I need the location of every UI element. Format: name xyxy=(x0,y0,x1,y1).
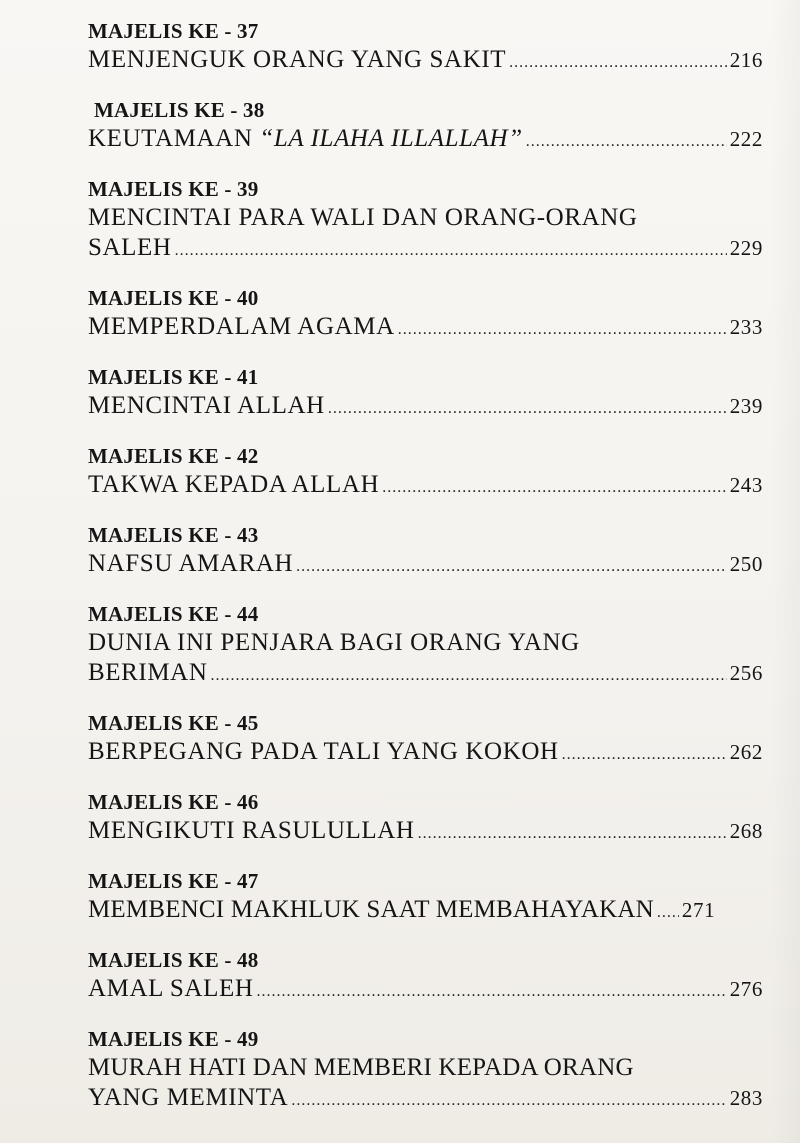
dot-leader xyxy=(291,1086,726,1116)
page-number: 268 xyxy=(729,819,763,843)
entry-heading: MAJELIS KE - 43 xyxy=(88,523,259,547)
dot-leader xyxy=(175,236,727,266)
toc-entry-39 xyxy=(88,176,763,266)
entry-title: MEMBENCI MAKHLUK SAAT MEMBAHAYAKAN xyxy=(88,896,654,923)
entry-title-line-2: YANG MEMINTA xyxy=(88,1084,289,1111)
page-edge-shadow xyxy=(770,0,800,1143)
page-number: 239 xyxy=(729,394,763,418)
entry-title-line xyxy=(88,1083,763,1116)
entry-title-line xyxy=(88,45,763,78)
entry-heading: MAJELIS KE - 49 xyxy=(88,1027,259,1051)
entry-title-line xyxy=(88,391,763,424)
entry-title-line-2: BERIMAN xyxy=(88,659,208,686)
entry-title-italic: “LA ILAHA ILLALLAH” xyxy=(259,125,523,152)
entry-heading: MAJELIS KE - 45 xyxy=(88,711,259,735)
entry-heading: MAJELIS KE - 41 xyxy=(88,365,259,389)
page-number: 283 xyxy=(729,1086,763,1110)
page-number: 276 xyxy=(729,977,763,1001)
entry-title-line-1: DUNIA INI PENJARA BAGI ORANG YANG xyxy=(88,629,580,656)
entry-title: BERPEGANG PADA TALI YANG KOKOH xyxy=(88,738,559,765)
entry-title: TAKWA KEPADA ALLAH xyxy=(88,471,380,498)
entry-heading: MAJELIS KE - 39 xyxy=(88,177,259,201)
page-number: 250 xyxy=(729,552,763,576)
entry-title: MENJENGUK ORANG YANG SAKIT xyxy=(88,46,507,73)
toc-entry-40 xyxy=(88,285,763,345)
entry-title-line xyxy=(88,628,763,658)
entry-heading: MAJELIS KE - 40 xyxy=(88,286,259,310)
entry-title-line xyxy=(88,1053,763,1083)
entry-title-prefix: KEUTAMAAN xyxy=(88,125,260,152)
toc-entry-49 xyxy=(88,1026,763,1116)
page-number: 243 xyxy=(729,473,763,497)
entry-title-line xyxy=(88,124,763,157)
entry-title: MENGIKUTI RASULULLAH xyxy=(88,817,415,844)
page-number: 222 xyxy=(729,127,763,151)
page-number: 262 xyxy=(729,740,763,764)
toc-entry-43 xyxy=(88,522,763,582)
entry-title-line xyxy=(88,312,763,345)
dot-leader xyxy=(509,48,727,78)
entry-title-line xyxy=(88,549,763,582)
toc-entry-46 xyxy=(88,789,763,849)
entry-heading: MAJELIS KE - 44 xyxy=(88,602,259,626)
dot-leader xyxy=(210,661,726,691)
toc-entry-41 xyxy=(88,364,763,424)
entry-title-line-1: MURAH HATI DAN MEMBERI KEPADA ORANG xyxy=(88,1054,634,1081)
dot-leader xyxy=(328,394,727,424)
entry-title-line-1: MENCINTAI PARA WALI DAN ORANG-ORANG xyxy=(88,204,638,231)
toc-entry-48 xyxy=(88,947,763,1007)
entry-title: NAFSU AMARAH xyxy=(88,550,294,577)
dot-leader xyxy=(526,127,727,157)
toc-entry-42 xyxy=(88,443,763,503)
entry-title-line xyxy=(88,974,763,1007)
dot-leader xyxy=(657,898,679,928)
entry-heading: MAJELIS KE - 37 xyxy=(88,19,259,43)
toc-entry-44 xyxy=(88,601,763,691)
entry-title-line-2: SALEH xyxy=(88,234,172,261)
entry-heading: MAJELIS KE - 42 xyxy=(88,444,259,468)
dot-leader xyxy=(398,315,727,345)
dot-leader xyxy=(296,552,727,582)
toc-entry-37 xyxy=(88,18,763,78)
page-number: 229 xyxy=(729,236,763,260)
page-number: 271 xyxy=(681,898,716,922)
entry-heading: MAJELIS KE - 38 xyxy=(94,98,265,122)
toc-entry-38 xyxy=(88,97,763,157)
dot-leader xyxy=(257,977,727,1007)
entry-title xyxy=(88,124,523,154)
entry-title-line xyxy=(88,737,763,770)
entry-title: MENCINTAI ALLAH xyxy=(88,392,325,419)
entry-title-line xyxy=(88,895,763,928)
entry-heading: MAJELIS KE - 47 xyxy=(88,869,259,893)
dot-leader xyxy=(418,819,727,849)
page-number: 256 xyxy=(729,661,763,685)
dot-leader xyxy=(562,740,727,770)
toc-entry-47 xyxy=(88,868,763,928)
entry-title-line xyxy=(88,470,763,503)
page-number: 233 xyxy=(729,315,763,339)
toc-entry-45 xyxy=(88,710,763,770)
entry-heading: MAJELIS KE - 46 xyxy=(88,790,259,814)
dot-leader xyxy=(382,473,726,503)
entry-title-line xyxy=(88,658,763,691)
entry-heading: MAJELIS KE - 48 xyxy=(88,948,259,972)
entry-title-line xyxy=(88,816,763,849)
entry-title: AMAL SALEH xyxy=(88,975,254,1002)
entry-title-line xyxy=(88,233,763,266)
entry-title: MEMPERDALAM AGAMA xyxy=(88,313,395,340)
table-of-contents xyxy=(88,18,763,1135)
entry-title-line xyxy=(88,203,763,233)
page-number: 216 xyxy=(729,48,763,72)
